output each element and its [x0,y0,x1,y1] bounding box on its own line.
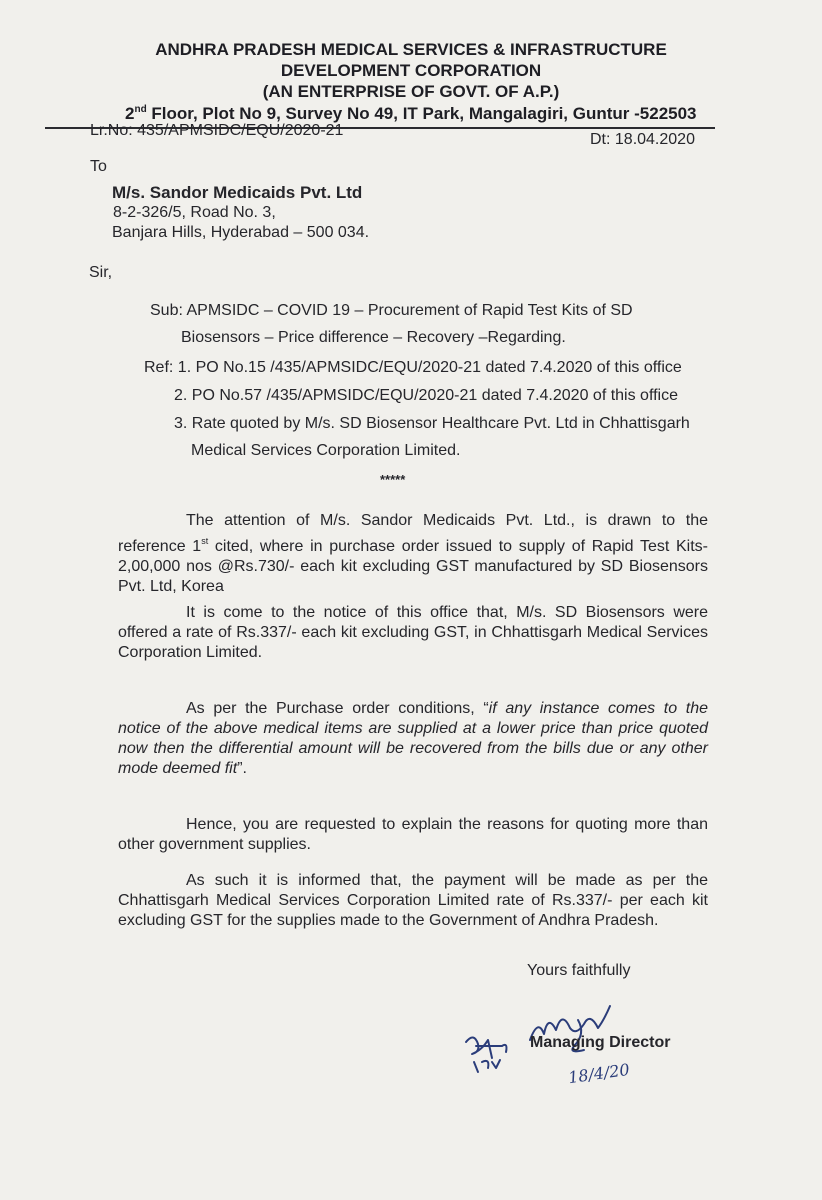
letter-number: Lr.No: 435/APMSIDC/EQU/2020-21 [90,122,344,139]
org-name-line1: ANDHRA PRADESH MEDICAL SERVICES & INFRASTRUCTURE [155,40,667,59]
paragraph-request: Hence, you are requested to explain the reasons for quoting more than other government supplies. [118,816,708,853]
org-address: 2nd Floor, Plot No 9, Survey No 49, IT Park, Mangalagiri, Guntur -522503 [125,104,697,123]
reference-1: Ref: 1. PO No.15 /435/APMSIDC/EQU/2020-21 dated 7.4.2020 of this office [144,359,682,376]
recipient-name: M/s. Sandor Medicaids Pvt. Ltd [112,183,363,202]
closing-yours-faithfully: Yours faithfully [527,962,631,979]
po-condition-quote: if any instance comes to the notice of the above medical items are supplied at a lower price than price quoted now then the differential amount will be recovered from the bills due or any other mode deemed fit [118,700,708,777]
salutation: Sir, [89,264,113,281]
subject-line1: Sub: APMSIDC – COVID 19 – Procurement of Rapid Test Kits of SD [150,302,633,319]
org-enterprise-line: (AN ENTERPRISE OF GOVT. OF A.P.) [262,82,560,101]
signature-date-note: 18/4/20 [566,1059,631,1088]
subject-line2: Biosensors – Price difference – Recovery –Regarding. [181,329,566,346]
initial-signature [462,1028,520,1078]
reference-3-line1: 3. Rate quoted by M/s. SD Biosensor Healthcare Pvt. Ltd in Chhattisgarh [174,415,690,432]
recipient-address-line1: 8-2-326/5, Road No. 3, [113,204,276,221]
separator-asterisks: ***** [380,472,406,487]
org-name-line2: DEVELOPMENT CORPORATION [280,61,542,80]
recipient-to: To [90,158,107,175]
letter-date: Dt: 18.04.2020 [590,131,695,148]
paragraph-attention: The attention of M/s. Sandor Medicaids Pvt. Ltd., is drawn to the reference 1st cited, where in purchase order issued to supply of Rapid Test Kits- 2,00,000 nos @Rs.730/- each kit excluding GST manufactured by SD Biosensors Pvt. Ltd, Korea [118,512,708,595]
paragraph-po-conditions: As per the Purchase order conditions, “if any instance comes to the notice of the above medical items are supplied at a lower price than price quoted now then the differential amount will be recovered from the bills due or any other mode deemed fit”. [118,700,708,777]
paragraph-notice: It is come to the notice of this office that, M/s. SD Biosensors were offered a rate of Rs.337/- each kit excluding GST, in Chhattisgarh Medical Services Corporation Limited. [118,604,708,661]
recipient-address-line2: Banjara Hills, Hyderabad – 500 034. [112,224,370,241]
managing-director-signature [528,1000,628,1064]
reference-2: 2. PO No.57 /435/APMSIDC/EQU/2020-21 dated 7.4.2020 of this office [174,387,678,404]
reference-3-line2: Medical Services Corporation Limited. [191,442,461,459]
paragraph-payment: As such it is informed that, the payment will be made as per the Chhattisgarh Medical Services Corporation Limited rate of Rs.337/- per each kit excluding GST for the supplies made to the Government of Andhra Pradesh. [118,872,708,929]
signatory-designation: Managing Director [530,1034,671,1051]
